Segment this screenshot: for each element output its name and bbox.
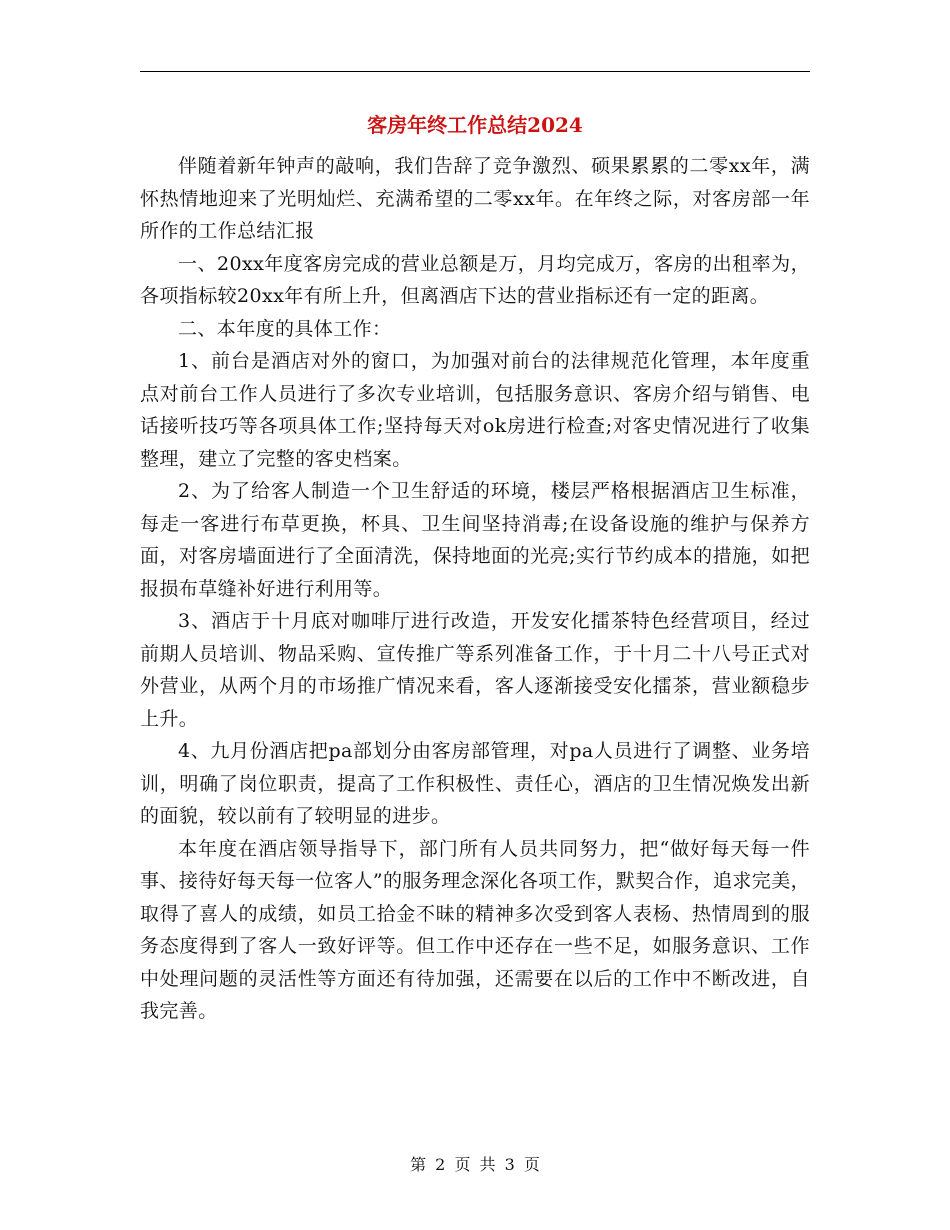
- document-body: [140, 150, 810, 1028]
- paragraph-section-1: 一、20xx年度客房完成的营业总额是万，月均完成万，客房的出租率为，各项指标较20xx年有所上升，但离酒店下达的营业指标还有一定的距离。: [140, 252, 810, 307]
- paragraph-item-4: 4、九月份酒店把pa部划分由客房部管理，对pa人员进行了调整、业务培训，明确了岗位职责，提高了工作积极性、责任心，酒店的卫生情况焕发出新的面貌，较以前有了较明显的进步。: [140, 740, 810, 827]
- paragraph-item-3: 3、酒店于十月底对咖啡厅进行改造，开发安化擂茶特色经营项目，经过前期人员培训、物品采购、宣传推广等系列准备工作，于十月二十八号正式对外营业，从两个月的市场推广情况来看，客人逐渐接受安化擂茶，营业额稳步上升。: [140, 610, 810, 730]
- paragraph-intro: 伴随着新年钟声的敲响，我们告辞了竞争激烈、硕果累累的二零xx年，满怀热情地迎来了光明灿烂、充满希望的二零xx年。在年终之际，对客房部一年所作的工作总结汇报: [140, 155, 810, 242]
- paragraph-item-1: 1、前台是酒店对外的窗口，为加强对前台的法律规范化管理，本年度重点对前台工作人员进行了多次专业培训，包括服务意识、客房介绍与销售、电话接听技巧等各项具体工作;坚持每天对ok房进行检查;对客史情况进行了收集整理，建立了完整的客史档案。: [140, 350, 810, 470]
- paragraph-conclusion: 本年度在酒店领导指导下，部门所有人员共同努力，把“做好每天每一件事、接待好每天每一位客人”的服务理念深化各项工作，默契合作，追求完美，取得了喜人的成绩，如员工拾金不昧的精神多次受到客人表杨、热情周到的服务态度得到了客人一致好评等。但工作中还存在一些不足，如服务意识、工作中处理问题的灵活性等方面还有待加强，还需要在以后的工作中不断改进，自我完善。: [140, 837, 810, 1022]
- document-title: 客房年终工作总结2024: [367, 113, 583, 137]
- header-rule: [140, 71, 810, 72]
- page-number-footer: 第 2 页 共 3 页: [410, 1155, 540, 1174]
- paragraph-item-2: 2、为了给客人制造一个卫生舒适的环境，楼层严格根据酒店卫生标准，每走一客进行布草更换，杯具、卫生间坚持消毒;在设备设施的维护与保养方面，对客房墙面进行了全面清洗，保持地面的光亮;实行节约成本的措施，如把报损布草缝补好进行利用等。: [140, 480, 810, 600]
- paragraph-section-2-heading: 二、本年度的具体工作：: [178, 317, 392, 340]
